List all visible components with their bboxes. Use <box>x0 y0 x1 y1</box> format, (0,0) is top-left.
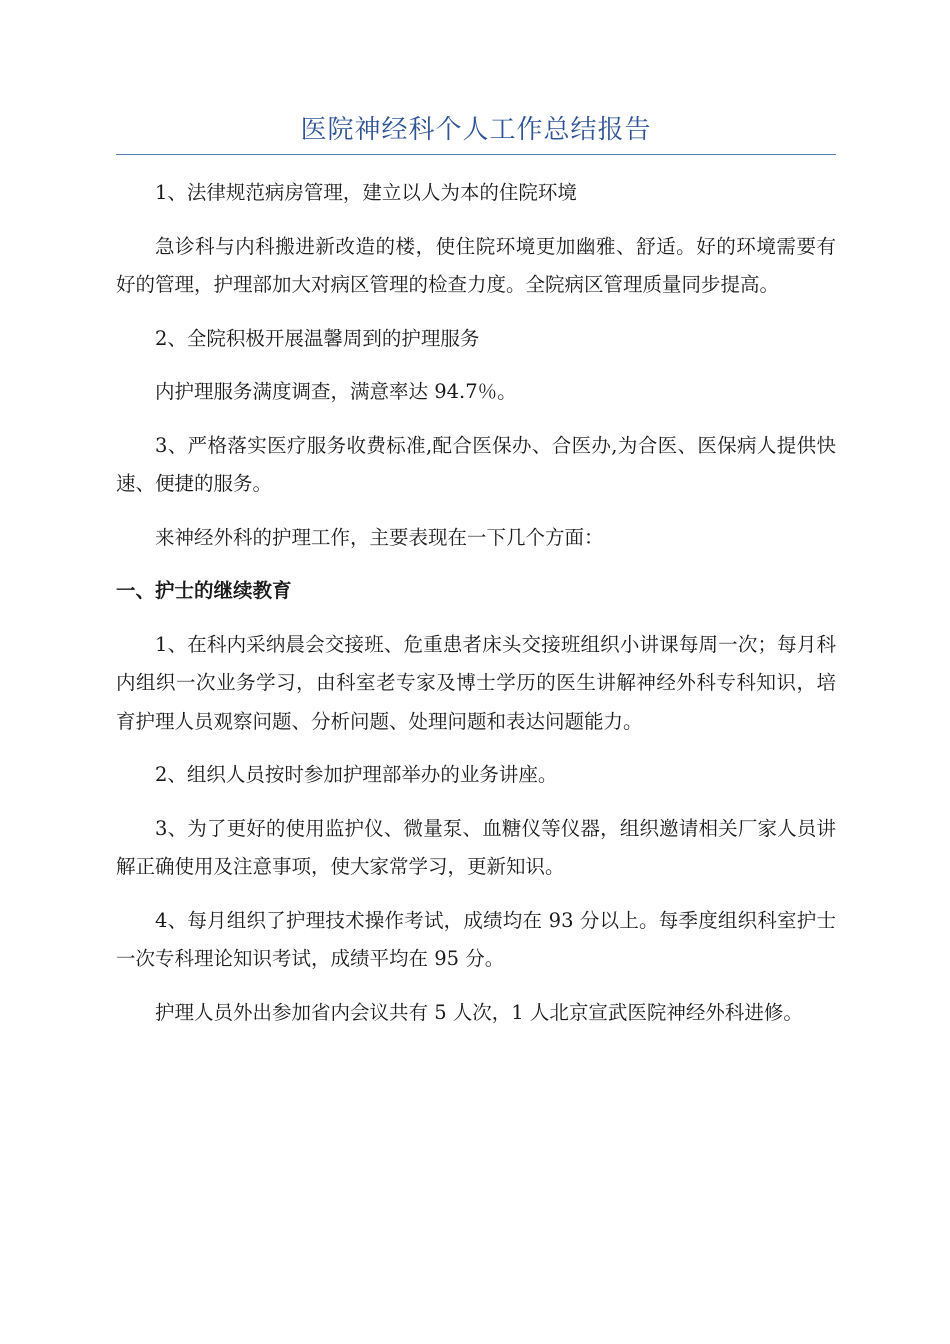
paragraph-nursing-service: 2、全院积极开展温馨周到的护理服务 <box>155 326 480 350</box>
document-body <box>116 174 836 1047</box>
paragraph-exams: 4、每月组织了护理技术操作考试，成绩均在 93 分以上。每季度组织科室护士一次专科理论知识考试，成绩平均在 95 分。 <box>116 908 836 970</box>
paragraph-fee-standards: 3、严格落实医疗服务收费标准,配合医保办、合医办,为合医、医保病人提供快速、便捷的服务。 <box>116 433 836 495</box>
paragraph-external-meetings: 护理人员外出参加省内会议共有 5 人次，1 人北京宣武医院神经外科进修。 <box>155 1000 803 1024</box>
paragraph-equipment-training: 3、为了更好的使用监护仪、微量泵、血糖仪等仪器，组织邀请相关厂家人员讲解正确使用及注意事项，使大家常学习，更新知识。 <box>116 816 836 878</box>
document-title: 医院神经科个人工作总结报告 <box>300 115 652 145</box>
paragraph-morning-handover: 1、在科内采纳晨会交接班、危重患者床头交接班组织小讲课每周一次；每月科内组织一次业务学习，由科室老专家及博士学历的医生讲解神经外科专科知识，培育护理人员观察问题、分析问题、处理问题和表达问题能力。 <box>116 632 836 733</box>
paragraph-lectures: 2、组织人员按时参加护理部举办的业务讲座。 <box>155 763 558 786</box>
paragraph-satisfaction: 内护理服务满度调查，满意率达 94.7％。 <box>155 380 517 403</box>
paragraph-environment: 急诊科与内科搬进新改造的楼，使住院环境更加幽雅、舒适。好的环境需要有好的管理，护理部加大对病区管理的检查力度。全院病区管理质量同步提高。 <box>116 234 836 296</box>
section-heading-continuing-education: 一、护士的继续教育 <box>116 579 292 602</box>
paragraph-ward-management: 1、法律规范病房管理，建立以人为本的住院环境 <box>155 181 577 204</box>
paragraph-intro-aspects: 来神经外科的护理工作，主要表现在一下几个方面： <box>155 525 604 549</box>
title-block <box>116 112 836 155</box>
